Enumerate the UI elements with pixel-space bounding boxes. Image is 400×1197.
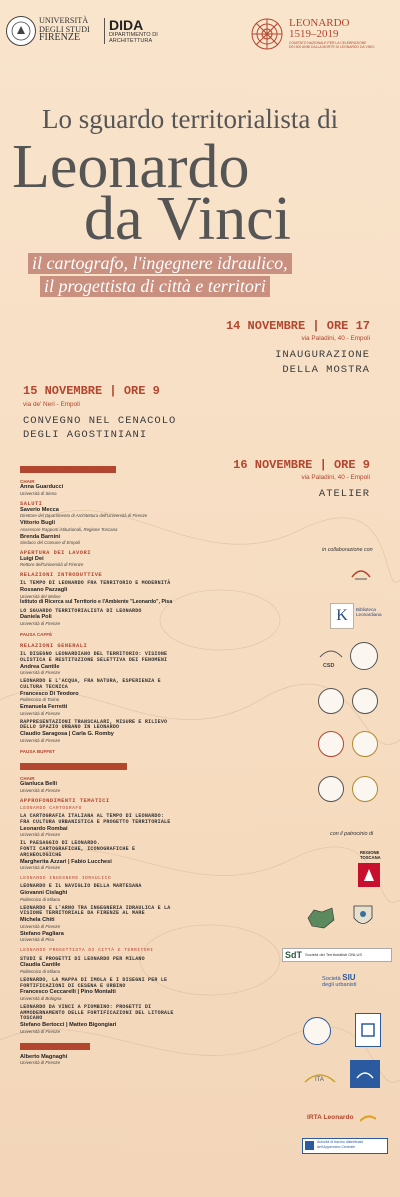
speaker-name: Giovanni Cislaghi [20, 890, 68, 897]
talk-title-line: OLISTICA E RESTITUZIONE SELETTIVA DEI FENOMENI [20, 657, 168, 664]
talk-title-line: TOSCANO [20, 1015, 43, 1022]
leonardo-title: LEONARDO [289, 17, 350, 29]
autorita-line-2: dell'Appennino Centrale [317, 1144, 356, 1149]
speaker-name: Stefano Bertocci | Matteo Bigongiari [20, 1022, 117, 1029]
regione-line-2: TOSCANA [360, 854, 381, 860]
speaker-aff: Università di Firenze [20, 865, 61, 871]
talk-title [20, 720, 260, 732]
event1-place: via Paladini, 40 - Empoli [301, 335, 370, 342]
chair-label: CHAIR [20, 479, 35, 484]
comune-map-icon [306, 906, 336, 930]
event3-title: ATELIER [318, 488, 370, 500]
csd-logo-icon [318, 645, 344, 663]
leonardo-sub-2: DEI 500 ANNI DALLA MORTE DI LEONARDO DA VINCI [289, 45, 375, 49]
speaker-name: Claudia Cantile [20, 962, 61, 969]
event3-date: 16 NOVEMBRE [233, 458, 313, 472]
comune-crest-icon [352, 902, 374, 930]
talk-title: LEONARDO E IL NAVIGLIO DELLA MARTESANA [20, 883, 142, 890]
partner-seal-icon [352, 776, 378, 802]
autorita-icon [305, 1141, 314, 1150]
unifi-seal-icon [6, 16, 36, 46]
museo-logo-icon [350, 561, 372, 583]
intro-heading: RELAZIONI INTRODUTTIVE [20, 572, 103, 579]
talk-title [20, 814, 260, 826]
event1-datetime: 14 NOVEMBRE | ORE 17 [225, 319, 370, 333]
speaker-aff: Politecnico di Milano [20, 896, 61, 902]
leonardo-sub-1: COMITATO NAZIONALE PER LA CELEBRAZIONE [289, 41, 367, 45]
event1-title [275, 348, 370, 378]
unifi-line-3: FIRENZE [39, 32, 81, 44]
biblioteca-line-2: Leonardiana [356, 612, 382, 618]
chair-label: CHAIR [20, 776, 35, 782]
opening-heading: APERTURA DEI LAVORI [20, 550, 91, 557]
talk-title: IL TEMPO DI LEONARDO FRA TERRITORIO E MODERNITÀ [20, 580, 171, 587]
speaker-name: Daniela Poli [20, 614, 52, 621]
unifi-line-1: UNIVERSITÀ [39, 16, 89, 25]
speaker-aff: Università di Bologna [20, 995, 62, 1001]
irta-logo: IRTA Leonardo [307, 1114, 354, 1121]
speaker-aff: Università di Firenze [20, 923, 61, 929]
partner-seal-icon [350, 642, 378, 670]
siu-logo [322, 975, 357, 988]
speaker-name: Claudio Saragosa | Carla G. Romby [20, 731, 114, 738]
talk-title [20, 1005, 260, 1022]
speaker-aff: Università di Firenze [20, 1028, 61, 1034]
coffee-break: PAUSA CAFFÈ [20, 631, 53, 637]
speaker-name: Andrea Cantile [20, 663, 60, 670]
speaker-name: Michela Chiti [20, 917, 55, 924]
ita-label: ITA [315, 1077, 324, 1083]
biblioteca-label [356, 607, 382, 617]
partner-seal-icon [352, 688, 378, 714]
patron-label: con il patrocinio di [330, 831, 374, 837]
biblioteca-logo-icon: K [330, 603, 354, 629]
talk-title [20, 679, 260, 691]
talk-title-line: DELLO SPAZIO URBANO IN LEONARDO [20, 724, 120, 731]
speaker-name: Vittorio Bugli [20, 520, 56, 527]
event1-title-2: DELLA MOSTRA [282, 364, 370, 376]
header-divider [104, 18, 105, 44]
speaker-aff: Università di Firenze [20, 737, 61, 743]
partner-seal-icon [318, 731, 344, 757]
speaker-aff: Università di Firenze [20, 832, 61, 838]
leonardo-rosette-icon [250, 17, 284, 51]
talk-title-line: AMMODERNAMENTO DELLE FORTIFICAZIONI DEL LITORALE [20, 1009, 174, 1016]
talk-title-line: LEONARDO E L'ACQUA, FRA NATURA, ESPERIENZA E [20, 678, 161, 685]
general-heading: RELAZIONI GENERALI [20, 643, 88, 650]
speaker-institute: Istituto di Ricerca sul Territorio e l'Ambiente "Leonardo", Pisa [20, 598, 173, 605]
partner-seal-icon [303, 1017, 331, 1045]
leonardo-years: 1519–2019 [289, 28, 339, 40]
dida-sub-1: DIPARTIMENTO DI [109, 32, 158, 38]
talk-title: LO SGUARDO TERRITORIALISTA DI LEONARDO [20, 607, 142, 614]
thematic-heading: APPROFONDIMENTI TEMATICI [20, 797, 110, 804]
speaker-name: Francesco Di Teodoro [20, 690, 79, 697]
partner-seal-icon [352, 731, 378, 757]
speaker-aff: Università di Pisa [20, 937, 54, 943]
partner-logo-icon [350, 1060, 380, 1088]
event2-date: 15 NOVEMBRE [23, 384, 103, 398]
speaker-name: Brenda Barnini [20, 533, 61, 540]
siu-label-3: degli urbanisti [322, 982, 357, 988]
program [20, 457, 260, 1065]
speaker-name: Francesco Ceccarelli | Pino Montalti [20, 989, 116, 996]
talk-title-line: ARCHEOLOGICHE [20, 851, 62, 858]
subtitle-line-2: il progettista di città e territori [40, 276, 270, 297]
event2-datetime: 15 NOVEMBRE | ORE 9 [23, 384, 160, 398]
unifi-name [39, 17, 90, 43]
speaker-aff: Università del Molise [20, 593, 61, 599]
chair-aff: Università di Siena [20, 490, 57, 496]
siu-label-1: Società [322, 976, 341, 982]
event3-datetime: 16 NOVEMBRE | ORE 9 [233, 458, 370, 472]
event2-title-2: DEGLI AGOSTINIANI [23, 429, 148, 441]
speaker-aff: Sindaco del Comune di Empoli [20, 540, 81, 546]
talk-title-line: LA CARTOGRAFIA ITALIANA AL TEMPO DI LEONARDO: [20, 813, 165, 820]
unifi-line-2: DEGLI STUDI [39, 24, 90, 34]
event1-date: 14 NOVEMBRE [225, 319, 306, 333]
subtopic-heading: LEONARDO CARTOGRAFO [20, 805, 82, 811]
speaker-name: Alberto Magnaghi [20, 1053, 68, 1060]
talk-title-line: IL DISEGNO LEONARDIANO DEL TERRITORIO: VISIONE [20, 651, 168, 658]
speaker-aff: Politecnico di Torino [20, 697, 60, 703]
sdt-acronym: SdT [285, 950, 302, 960]
irta-bird-icon [360, 1110, 376, 1120]
regione-flag-icon [358, 863, 380, 887]
event2-time: ORE 9 [123, 384, 160, 398]
chair-aff: Università di Firenze [20, 787, 61, 793]
csd-label: CSD [323, 663, 335, 669]
event2-title-1: CONVEGNO NEL CENACOLO [23, 415, 177, 427]
talk-title-line: LEONARDO E L'ARNO TRA INGEGNERIA IDRAULICA E LA [20, 904, 171, 911]
partner-seal-icon [318, 688, 344, 714]
talk-title-line: CULTURA TECNICA [20, 684, 69, 691]
speaker-name: Leonardo Rombai [20, 825, 68, 832]
event3-time: ORE 9 [333, 458, 370, 472]
talk-title-line: RAPPRESENTAZIONI TRANSCALARI, MISURE E RILIEVO [20, 718, 168, 725]
leonardo-sub [289, 41, 374, 49]
dida-sub-2: ARCHITETTURA [109, 38, 153, 44]
dida-logo [109, 18, 158, 44]
partner-seal-icon [318, 776, 344, 802]
speaker-aff: Università di Firenze [20, 670, 61, 676]
collab-label: in collaborazione con [322, 547, 373, 553]
sdt-full-name: Società dei Territorialisti ONLUS [305, 952, 363, 957]
speaker-aff: Direttore del Dipartimento di Architettura dell'Università di Firenze [20, 513, 148, 519]
event2-title [23, 414, 176, 442]
biblioteca-line-1: Biblioteca [356, 607, 376, 612]
speaker-aff: Università di Firenze [20, 1059, 61, 1065]
session-conclusion: 17.30 CONCLUSIONI [20, 1043, 90, 1050]
title-line-1: Lo sguardo territorialista di [42, 104, 339, 134]
speaker-aff: Università di Firenze [20, 710, 61, 716]
speaker-name: Luigi Dei [20, 556, 44, 563]
autorita-label [317, 1140, 363, 1149]
title-leonardo: Leonardo [12, 133, 250, 201]
sdt-logo [282, 948, 392, 962]
event1-time: ORE 17 [326, 319, 370, 333]
event3-place: via Paladini, 40 - Empoli [301, 474, 370, 481]
subtopic-heading: LEONARDO PROGETTISTA DI CITTÀ E TERRITORI [20, 948, 154, 954]
greetings-heading: SALUTI [20, 500, 43, 507]
talk-title-line: IL PAESAGGIO DI LEONARDO. [20, 840, 101, 847]
talk-title [20, 841, 260, 858]
subtopic-heading: LEONARDO INGEGNERE IDRAULICO [20, 876, 112, 882]
talk-title-line: LEONARDO, LA MAPPA DI IMOLA E I DISEGNI PER LE [20, 976, 168, 983]
ita-logo [303, 1068, 337, 1086]
talk-title [20, 906, 260, 918]
talk-title [20, 652, 260, 664]
speaker-aff: Università di Firenze [20, 620, 61, 626]
autorita-line-1: Autorità di bacino distrettuale [317, 1140, 364, 1144]
speaker-aff: Politecnico di Milano [20, 968, 61, 974]
session-morning: ORE 9 SESSIONE MATTUTINA [20, 466, 116, 473]
lunch-break: PAUSA BUFFET [20, 748, 55, 754]
regione-label [360, 851, 381, 861]
speaker-name: Stefano Pagliara [20, 930, 64, 937]
speaker-name: Saverio Mecca [20, 506, 59, 513]
autorita-logo [302, 1138, 388, 1154]
talk-title-line: VISIONE TERRITORIALE DA FIRENZE AL MARE [20, 910, 145, 917]
talk-title [20, 978, 260, 990]
title-da-vinci: da Vinci [84, 185, 291, 253]
speaker-name: Rossano Pazzagli [20, 587, 68, 594]
speaker-aff: Assessore Rapporti istituzionali, Regione Toscana [20, 526, 118, 532]
talk-title-line: LEONARDO DA VINCI A PIOMBINO: PROGETTI DI [20, 1003, 152, 1010]
speaker-aff: Rettore dell'Università di Firenze [20, 562, 84, 568]
event1-title-1: INAUGURAZIONE [275, 349, 370, 361]
subtitle-line-1: il cartografo, l'ingegnere idraulico, [28, 253, 292, 274]
talk-title-line: FONTI CARTOGRAFICHE, ICONOGRAFICHE E [20, 846, 136, 853]
session-afternoon: ORE 15 SESSIONE POMERIDIANA [20, 763, 127, 770]
event2-place: via de' Neri - Empoli [23, 401, 80, 408]
dida-title: DIDA [109, 17, 144, 33]
chair-name: Anna Guarducci [20, 484, 64, 491]
talk-title: STUDI E PROGETTI DI LEONARDO PER MILANO [20, 955, 145, 962]
regione-line-1: REGIONE [360, 850, 380, 855]
speaker-name: Emanuela Ferretti [20, 704, 68, 711]
speaker-name: Margherita Azzari | Fabio Lucchesi [20, 858, 112, 865]
talk-title-line: FORTIFICAZIONI DI CESENA E URBINO [20, 982, 126, 989]
chair-name: Gianluca Belli [20, 781, 57, 788]
talk-title-line: FRA CULTURA URBANISTICA E PROGETTO TERRITORIALE [20, 819, 171, 826]
siu-acronym: SIU [342, 973, 356, 982]
partner-logo-icon [355, 1013, 381, 1047]
